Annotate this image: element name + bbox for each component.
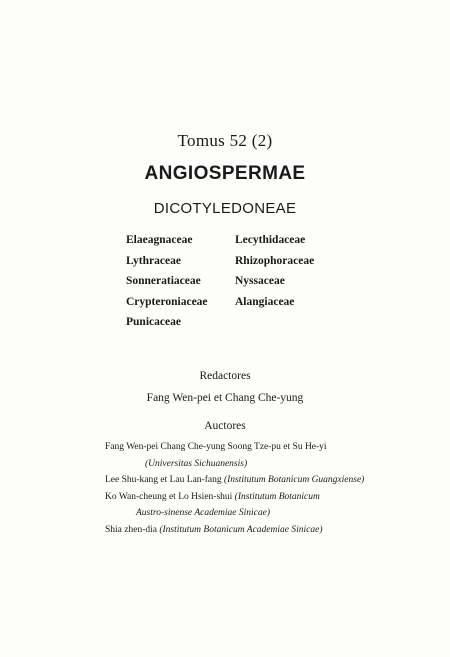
author-line — [105, 474, 405, 491]
auctores-heading: Auctores — [204, 420, 246, 432]
family-column-left — [126, 233, 208, 336]
author-institution: Austro-sinense Academiae Sinicae) — [136, 508, 271, 518]
author-line — [105, 441, 405, 458]
author-names: Fang Wen-pei Chang Che-yung Soong Tze-pu et Su He-yi — [105, 442, 327, 452]
author-line — [105, 507, 405, 524]
family-name: Lecythidaceae — [235, 234, 306, 246]
family-name: Rhizophoraceae — [235, 254, 315, 267]
author-institution: (Institutum Botanicum — [234, 491, 320, 502]
family-name: Alangiaceae — [235, 295, 295, 308]
author-line — [105, 491, 405, 508]
family-name: Nyssaceae — [235, 275, 285, 287]
family-name: Sonneratiaceae — [126, 275, 201, 287]
redactores-names: Fang Wen-pei et Chang Che-yung — [146, 392, 304, 404]
family-name: Crypteroniaceae — [126, 295, 208, 308]
family-name: Lythraceae — [126, 254, 181, 267]
author-names: Lee Shu-kang et Lau Lan-fang — [105, 475, 224, 485]
author-institution: (Universitas Sichuanensis) — [145, 458, 248, 469]
family-name: Punicaceae — [126, 316, 181, 328]
page-subtitle: DICOTYLEDONEAE — [153, 200, 297, 217]
page-title: ANGIOSPERMAE — [144, 163, 306, 184]
author-line — [105, 458, 405, 475]
redactores-heading: Redactores — [199, 370, 251, 382]
author-names: Shia zhen-dia — [105, 524, 160, 535]
author-institution: (Institutum Botanicum Academiae Sinicae) — [159, 524, 323, 535]
auctores-list — [105, 441, 405, 540]
author-line — [105, 524, 405, 541]
volume-number: Tomus 52 (2) — [177, 131, 273, 150]
author-names: Ko Wan-cheung et Lo Hsien-shui — [105, 491, 235, 502]
author-institution: (Institutum Botanicum Guangxiense) — [223, 475, 365, 485]
family-name: Elaeagnaceae — [126, 234, 193, 246]
family-column-right — [235, 233, 314, 315]
